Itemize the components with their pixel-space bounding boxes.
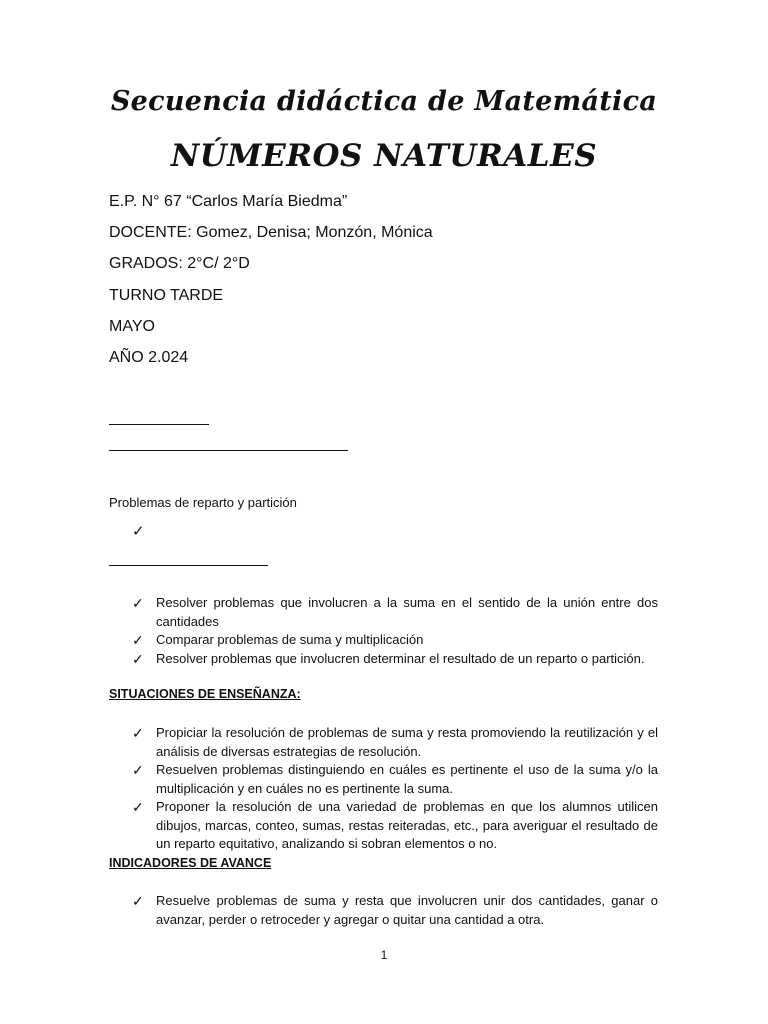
objective-text: Comparar problemas de suma y multiplicación bbox=[156, 632, 424, 647]
shift-line: TURNO TARDE bbox=[109, 287, 224, 304]
month-line: MAYO bbox=[109, 318, 155, 335]
check-icon: ✓ bbox=[132, 650, 144, 667]
page-number: 1 bbox=[380, 948, 388, 962]
document-subtitle: NÚMEROS NATURALES bbox=[170, 138, 598, 174]
list-item bbox=[132, 724, 658, 761]
check-icon: ✓ bbox=[132, 523, 145, 540]
situaciones-heading: SITUACIONES DE ENSEÑANZA: bbox=[109, 687, 301, 701]
check-icon: ✓ bbox=[132, 762, 144, 778]
situacion-text: Proponer la resolución de una variedad de problemas en que los alumnos utilicen dibujos, marcas, conteo, sumas, restas reiteradas, etc., para averiguar el resultado de un reparto equitativo, analizando si sobran elementos o no. bbox=[156, 799, 658, 851]
objectives-list bbox=[132, 594, 658, 668]
objective-text: Resolver problemas que involucren determinar el resultado de un reparto o partición. bbox=[156, 650, 645, 666]
indicadores-heading: INDICADORES DE AVANCE bbox=[109, 856, 272, 870]
blank-heading-underline bbox=[109, 565, 268, 566]
year-line: AÑO 2.024 bbox=[109, 349, 189, 366]
document-title: Secuencia didáctica de Matemática bbox=[110, 86, 658, 117]
teachers-line: DOCENTE: Gomez, Denisa; Monzón, Mónica bbox=[109, 224, 433, 241]
situaciones-list bbox=[132, 724, 658, 854]
grades-line: GRADOS: 2°C/ 2°D bbox=[109, 255, 250, 272]
indicador-text: Resuelve problemas de suma y resta que involucren unir dos cantidades, ganar o avanzar, perder o retroceder y agregar o quitar una cantidad a otra. bbox=[156, 893, 658, 927]
list-item bbox=[132, 798, 658, 854]
situacion-text: Propiciar la resolución de problemas de suma y resta promoviendo la reutilización y el análisis de diversas estrategias de resolución. bbox=[156, 725, 658, 759]
blank-heading-underline bbox=[109, 424, 209, 425]
indicadores-list bbox=[132, 892, 658, 929]
content-label: Problemas de reparto y partición bbox=[109, 495, 297, 510]
list-item bbox=[132, 631, 658, 650]
list-item bbox=[132, 594, 658, 631]
check-icon: ✓ bbox=[132, 725, 144, 741]
school-line: E.P. N° 67 “Carlos María Biedma” bbox=[109, 193, 348, 210]
list-item bbox=[132, 761, 658, 798]
list-item bbox=[132, 650, 658, 669]
check-icon: ✓ bbox=[132, 632, 144, 648]
blank-heading-underline bbox=[109, 450, 348, 451]
objective-text: Resolver problemas que involucren a la suma en el sentido de la unión entre dos cantidades bbox=[156, 595, 658, 629]
check-icon: ✓ bbox=[132, 799, 144, 815]
check-icon: ✓ bbox=[132, 893, 144, 909]
situacion-text: Resuelven problemas distinguiendo en cuáles es pertinente el uso de la suma y/o la multiplicación y en cuáles no es pertinente la suma. bbox=[156, 762, 658, 796]
list-item bbox=[132, 892, 658, 929]
check-icon: ✓ bbox=[132, 595, 144, 611]
